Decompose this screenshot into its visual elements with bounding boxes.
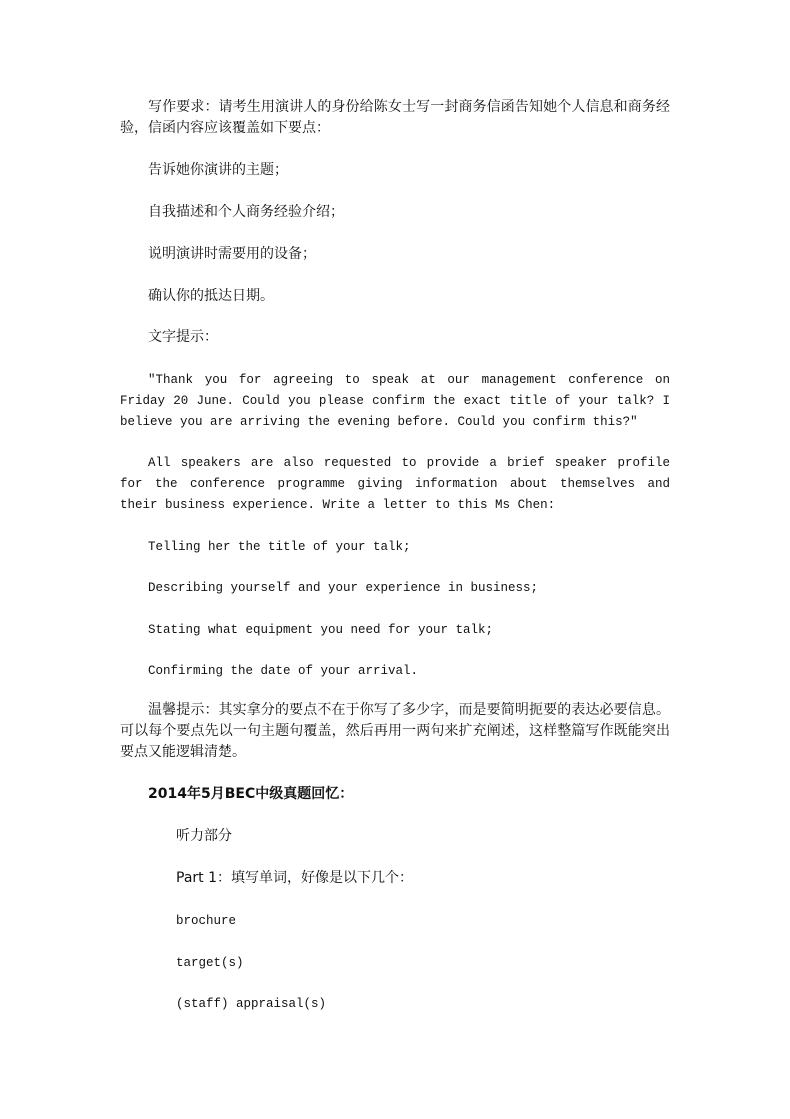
text-hint-label: 文字提示： bbox=[148, 329, 218, 345]
section-heading-2014-bec: 2014年5月BEC中级真题回忆： bbox=[148, 786, 354, 802]
tips-paragraph: 温馨提示：其实拿分的要点不在于你写了多少字，而是要简明扼要的表达必要信息。可以每个要点先以一句主题句覆盖，然后再用一两句来扩充阐述，这样整篇写作既能突出要点又能逻辑清楚。 bbox=[120, 702, 670, 760]
writing-requirement-paragraph: 写作要求：请考生用演讲人的身份给陈女士写一封商务信函告知她个人信息和商务经验，信函内容应该覆盖如下要点： bbox=[120, 99, 670, 136]
word-staff-appraisals: (staff) appraisal(s) bbox=[176, 997, 327, 1011]
part1-label: Part 1：填写单词，好像是以下几个： bbox=[176, 870, 413, 886]
task-stating-equipment: Stating what equipment you need for your talk; bbox=[148, 623, 494, 637]
point-topic: 告诉她你演讲的主题； bbox=[148, 162, 288, 178]
point-self-description: 自我描述和个人商务经验介绍； bbox=[148, 204, 344, 220]
speaker-profile-paragraph: All speakers are also requested to provide a brief speaker profile for the conference programme giving information about themselves and their business experience. Write a letter to this Ms Chen: bbox=[120, 456, 670, 512]
task-describing-yourself: Describing yourself and your experience in business; bbox=[148, 581, 539, 595]
listening-section-label: 听力部分 bbox=[176, 828, 232, 844]
task-telling-title: Telling her the title of your talk; bbox=[148, 540, 411, 554]
task-confirming-date: Confirming the date of your arrival. bbox=[148, 664, 419, 678]
point-arrival-date: 确认你的抵达日期。 bbox=[148, 288, 274, 304]
prompt-quote-paragraph: "Thank you for agreeing to speak at our management conference on Friday 20 June. Could you please confirm the exact title of your talk? I believe you are arriving the evening before. Could you confirm this?" bbox=[120, 373, 670, 429]
point-equipment: 说明演讲时需要用的设备； bbox=[148, 246, 316, 262]
word-targets: target(s) bbox=[176, 956, 244, 970]
word-brochure: brochure bbox=[176, 914, 237, 928]
